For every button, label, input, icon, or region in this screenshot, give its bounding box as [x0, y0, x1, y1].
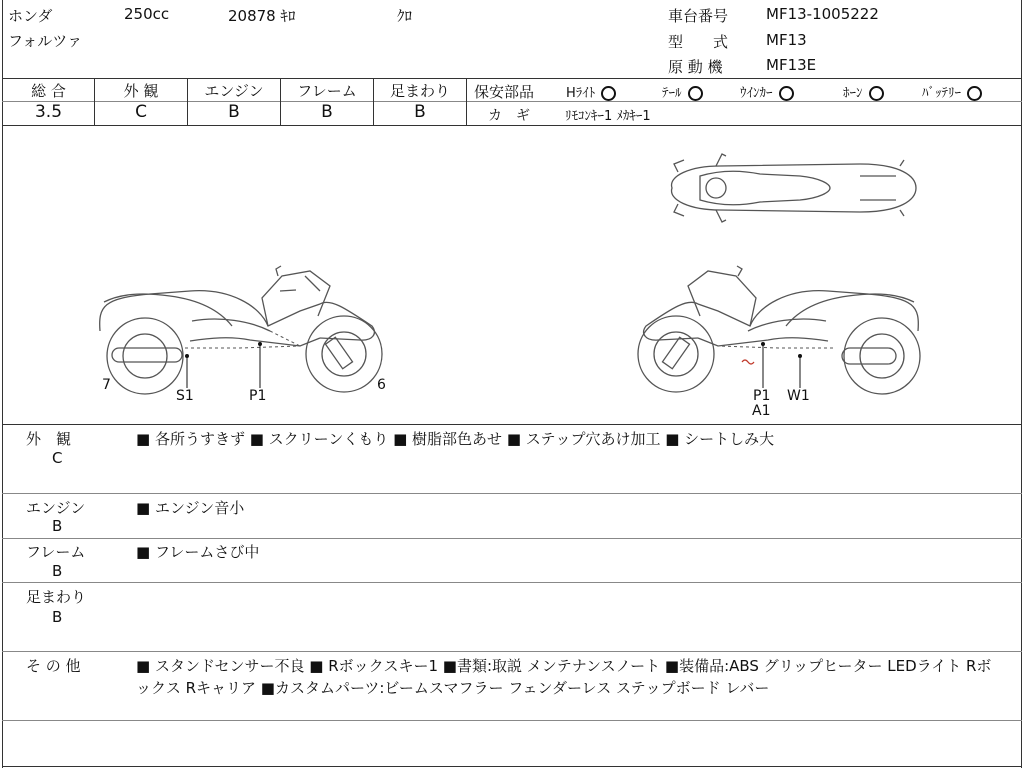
- safety-label: 保安部品: [474, 83, 535, 101]
- section-text-engine: ■ エンジン音小: [136, 499, 245, 517]
- diagram-mark-p1-right: P1: [753, 388, 771, 404]
- ok-circle-icon: [869, 86, 884, 101]
- frame-bottom: [2, 766, 1022, 767]
- section-line-5: [2, 720, 1022, 721]
- grade-value-exterior: C: [135, 102, 147, 122]
- safety-item-label: ｳｲﾝｶｰ: [740, 86, 773, 101]
- key-value: ﾘﾓｺﾝｷｰ1 ﾒｶｷｰ1: [565, 109, 651, 124]
- section-text-other: ■ スタンドセンサー不良 ■ Rボックスキー1 ■書類:取説 メンテナンスノート ■装備品:ABS グリップヒーター LEDライト Rボックス Rキャリア ■カスタムパーツ:ビームスマフラー フェンダーレス ステップボード レバー: [136, 657, 992, 697]
- diagram-mark-a1: A1: [752, 403, 771, 419]
- scooter-diagram: [0, 126, 1024, 424]
- mileage: 20878 ｷﾛ: [228, 7, 296, 25]
- engine-value: MF13E: [766, 56, 817, 74]
- frame-no: MF13-1005222: [766, 5, 879, 23]
- grades-div-5: [466, 78, 467, 125]
- ok-circle-icon: [688, 86, 703, 101]
- section-text-exterior: ■ 各所うすきず ■ スクリーンくもり ■ 樹脂部色あせ ■ ステップ穴あけ加工 ■ シートしみ大: [136, 430, 775, 448]
- engine-label: 原 動 機: [668, 58, 723, 76]
- safety-item-horn: [843, 82, 884, 101]
- ok-circle-icon: [779, 86, 794, 101]
- safety-item-winker: [740, 82, 794, 101]
- diagram-mark-6: 6: [377, 377, 386, 393]
- diagram-mark-p1-left: P1: [249, 388, 267, 404]
- frame-no-label: 車台番号: [668, 7, 729, 25]
- grade-label-suspension: 足まわり: [389, 82, 450, 100]
- section-grade-engine: B: [52, 517, 63, 535]
- diagram-mark-s1: S1: [176, 388, 194, 404]
- safety-item-label: ﾃｰﾙ: [662, 86, 682, 101]
- grade-value-engine: B: [228, 102, 240, 122]
- type-value: MF13: [766, 31, 807, 49]
- key-label: カ ギ: [488, 108, 530, 124]
- safety-item-headlight: [566, 82, 616, 101]
- scooter-side-left: [100, 266, 382, 394]
- section-line-4: [2, 651, 1022, 652]
- grade-label-engine: エンジン: [204, 82, 264, 100]
- section-grade-frame: B: [52, 562, 63, 580]
- section-label-other: そ の 他: [26, 657, 81, 675]
- safety-item-tail: [662, 82, 703, 101]
- safety-item-label: ﾊﾞｯﾃﾘｰ: [922, 86, 961, 101]
- scooter-side-right: [638, 266, 920, 394]
- section-line-2: [2, 538, 1022, 539]
- model-name: フォルツァ: [8, 32, 83, 50]
- color: ｸﾛ: [397, 7, 413, 25]
- grade-value-overall: 3.5: [34, 102, 63, 122]
- safety-item-label: ﾎｰﾝ: [843, 86, 863, 101]
- section-grade-exterior: C: [52, 449, 63, 467]
- safety-item-label: Hﾗｲﾄ: [566, 86, 596, 101]
- section-label-suspension: 足まわり: [26, 588, 87, 606]
- diagram-mark-7: 7: [102, 377, 111, 393]
- section-label-exterior: 外 観: [26, 430, 72, 448]
- diagram-mark-w1: W1: [787, 388, 810, 404]
- grade-label-frame: フレーム: [297, 82, 357, 100]
- grade-label-overall: 総 合: [31, 82, 66, 100]
- section-label-engine: エンジン: [26, 499, 86, 517]
- ok-circle-icon: [601, 86, 616, 101]
- grade-value-suspension: B: [414, 102, 426, 122]
- section-text-frame: ■ フレームさび中: [136, 543, 260, 561]
- maker: ホンダ: [8, 7, 53, 25]
- displacement: 250cc: [124, 5, 170, 23]
- section-label-frame: フレーム: [26, 543, 86, 561]
- grades-top-line: [2, 78, 1022, 79]
- grade-label-exterior: 外 観: [123, 82, 159, 100]
- section-line-1: [2, 493, 1022, 494]
- grade-value-frame: B: [321, 102, 333, 122]
- type-label: 型 式: [668, 33, 729, 51]
- section-top-line: [2, 424, 1022, 425]
- scooter-top-view: [672, 154, 916, 222]
- section-grade-suspension: B: [52, 608, 63, 626]
- safety-item-battery: [922, 82, 982, 101]
- safety-mid-line: [467, 101, 1022, 102]
- ok-circle-icon: [967, 86, 982, 101]
- section-line-3: [2, 582, 1022, 583]
